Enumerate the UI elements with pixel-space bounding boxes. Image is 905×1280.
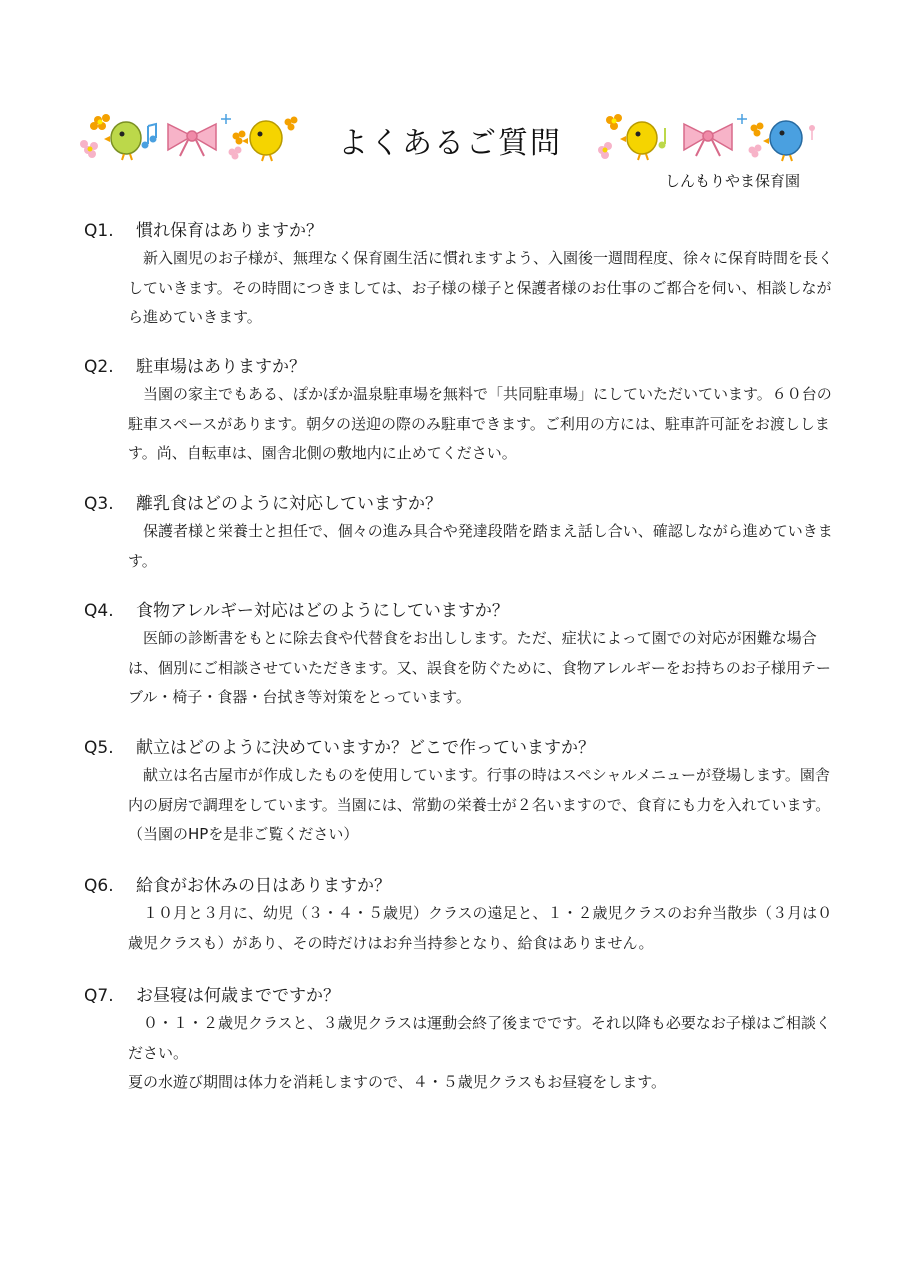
bird-ribbon-decoration-icon	[592, 108, 822, 164]
question-number: Q2.	[84, 357, 114, 377]
nursery-school-name: しんもりやま保育園	[664, 172, 800, 190]
faq-item-q1	[84, 218, 834, 333]
faq-answer	[128, 517, 833, 576]
faq-question	[84, 598, 829, 624]
chick-ribbon-decoration-icon	[80, 108, 300, 164]
faq-answer	[128, 1009, 833, 1098]
faq-answer	[128, 761, 833, 850]
answer-text: 夏の水遊び期間は体力を消耗しますので、４・５歳児クラスもお昼寝をします。	[128, 1073, 667, 1091]
question-text: お昼寝は何歳までですか？	[136, 986, 340, 1006]
question-number: Q4.	[84, 601, 114, 621]
question-text: 食物アレルギー対応はどのようにしていますか？	[136, 601, 509, 621]
answer-text: 医師の診断書をもとに除去食や代替食をお出しします。ただ、症状によって園での対応が困難な場合は、個別にご相談させていただきます。又、誤食を防ぐために、食物アレルギーをお持ちのお子様用テーブル・椅子・食器・台拭き等対策をとっています。	[128, 629, 831, 706]
answer-text: 保護者様と栄養士と担任で、個々の進み具合や発達段階を踏まえ話し合い、確認しながら進めていきます。	[128, 522, 833, 570]
faq-question	[84, 873, 829, 899]
faq-question	[84, 491, 829, 517]
answer-text: 当園の家主でもある、ぽかぽか温泉駐車場を無料で「共同駐車場」にしていただいています。６０台の駐車スペースがあります。朝夕の送迎の際のみ駐車できます。ご利用の方には、駐車許可証をお渡しします。尚、自転車は、園舎北側の敷地内に止めてください。	[128, 385, 832, 462]
faq-question	[84, 983, 829, 1009]
faq-item-q5	[84, 735, 829, 850]
faq-answer	[128, 899, 833, 958]
faq-question	[84, 354, 829, 380]
question-text: 離乳食はどのように対応していますか？	[136, 494, 442, 514]
faq-item-q3	[84, 491, 833, 576]
question-number: Q5.	[84, 738, 114, 758]
question-text: 献立はどのように決めていますか？どこで作っていますか？	[136, 738, 595, 758]
question-text: 駐車場はありますか？	[136, 357, 306, 377]
faq-question	[84, 735, 829, 761]
question-text: 給食がお休みの日はありますか？	[136, 876, 391, 896]
question-number: Q7.	[84, 986, 114, 1006]
answer-text: １０月と３月に、幼児（３・４・５歳児）クラスの遠足と、１・２歳児クラスのお弁当散歩（３月は０歳児クラスも）があり、その時だけはお弁当持参となり、給食はありません。	[128, 904, 833, 952]
page-header	[0, 0, 905, 200]
faq-answer	[128, 380, 833, 469]
answer-text: ０・１・２歳児クラスと、３歳児クラスは運動会終了後までです。それ以降も必要なお子様はご相談ください。	[128, 1014, 831, 1062]
faq-answer	[128, 624, 833, 713]
question-text: 慣れ保育はありますか？	[136, 221, 323, 241]
answer-text: 献立は名古屋市が作成したものを使用しています。行事の時はスペシャルメニューが登場します。園舎内の厨房で調理をしています。当園には、常勤の栄養士が２名いますので、食育にも力を入れています。（当園のHPを是非ご覧ください）	[128, 766, 831, 843]
question-number: Q6.	[84, 876, 114, 896]
faq-question	[84, 218, 829, 244]
answer-text: 新入園児のお子様が、無理なく保育園生活に慣れますよう、入園後一週間程度、徐々に保育時間を長くしていきます。その時間につきましては、お子様の様子と保護者様のお仕事のご都合を伺い、相談しながら進めていきます。	[128, 249, 834, 326]
faq-item-q4	[84, 598, 829, 713]
faq-item-q7	[84, 983, 829, 1098]
question-number: Q3.	[84, 494, 114, 514]
question-number: Q1.	[84, 221, 114, 241]
faq-item-q6	[84, 873, 833, 958]
faq-item-q2	[84, 354, 832, 469]
page-title: よくあるご質問	[338, 126, 562, 161]
faq-answer	[128, 244, 833, 333]
